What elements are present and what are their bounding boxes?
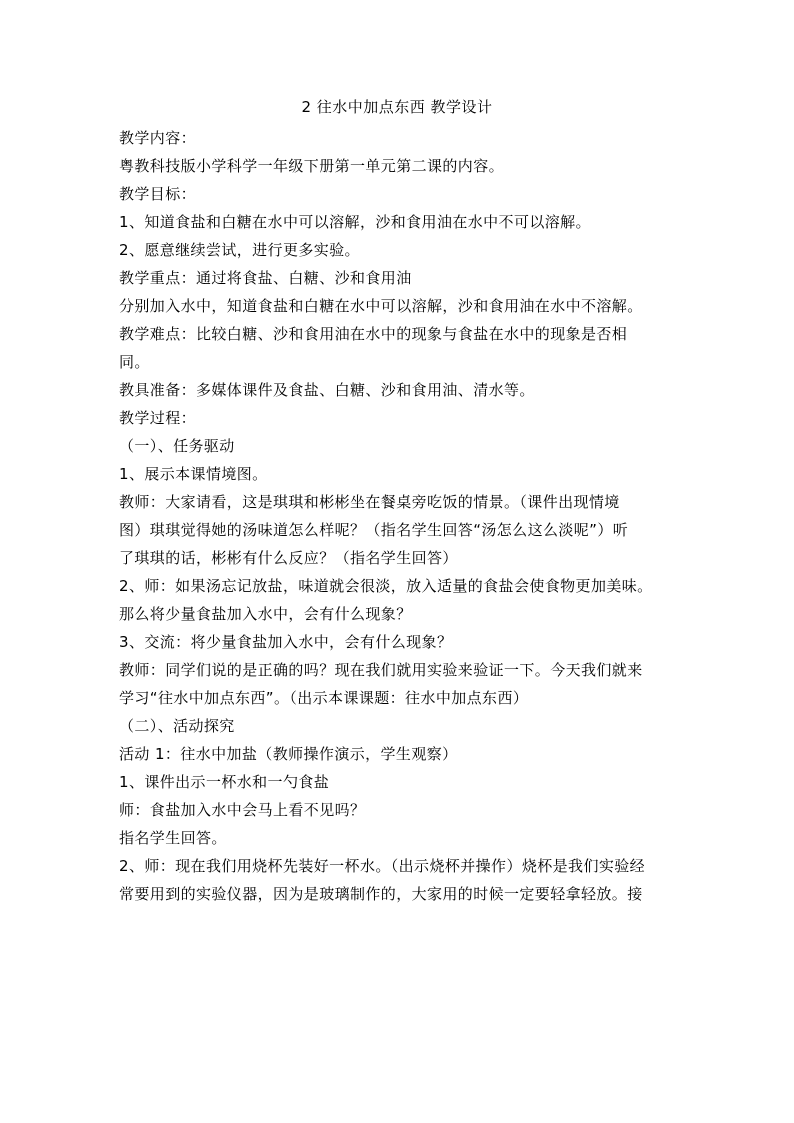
text-line: 教学难点：比较白糖、沙和食用油在水中的现象与食盐在水中的现象是否相 bbox=[119, 325, 628, 343]
text-line: 教学过程： bbox=[119, 409, 197, 427]
text-line: （二）、活动探究 bbox=[119, 717, 235, 735]
text-line: 1、知道食盐和白糖在水中可以溶解，沙和食用油在水中不可以溶解。 bbox=[119, 213, 591, 231]
text-line: 教学目标： bbox=[119, 185, 197, 203]
text-line: 1、展示本课情境图。 bbox=[119, 465, 268, 483]
text-line: 同。 bbox=[119, 353, 150, 371]
text-line: 粤教科技版小学科学一年级下册第一单元第二课的内容。 bbox=[119, 157, 505, 175]
document-body bbox=[119, 124, 675, 908]
text-line: 2、师：现在我们用烧杯先装好一杯水。（出示烧杯并操作）烧杯是我们实验经 bbox=[119, 857, 646, 875]
text-line: 教师：大家请看，这是琪琪和彬彬坐在餐桌旁吃饭的情景。（课件出现情境 bbox=[119, 493, 620, 511]
text-line: 教学内容： bbox=[119, 129, 197, 147]
text-line: 活动 1：往水中加盐（教师操作演示，学生观察） bbox=[119, 745, 458, 763]
text-line: 了琪琪的话，彬彬有什么反应？（指名学生回答） bbox=[119, 549, 458, 567]
document-title: 2 往水中加点东西 教学设计 bbox=[301, 98, 493, 116]
text-line: 2、师：如果汤忘记放盐，味道就会很淡，放入适量的食盐会使食物更加美味。 bbox=[119, 577, 653, 595]
text-line: 分别加入水中，知道食盐和白糖在水中可以溶解，沙和食用油在水中不溶解。 bbox=[119, 297, 643, 315]
text-line: 指名学生回答。 bbox=[119, 829, 227, 847]
text-line: 学习“往水中加点东西”。（出示本课课题：往水中加点东西） bbox=[119, 689, 529, 707]
text-line: 2、愿意继续尝试，进行更多实验。 bbox=[119, 241, 360, 259]
text-line: （一）、任务驱动 bbox=[119, 437, 235, 455]
text-line: 3、交流：将少量食盐加入水中，会有什么现象？ bbox=[119, 633, 453, 651]
text-line: 教学重点：通过将食盐、白糖、沙和食用油 bbox=[119, 269, 412, 287]
text-line: 教具准备：多媒体课件及食盐、白糖、沙和食用油、清水等。 bbox=[119, 381, 535, 399]
text-line: 教师：同学们说的是正确的吗？现在我们就用实验来验证一下。今天我们就来 bbox=[119, 661, 643, 679]
text-line: 1、课件出示一杯水和一勺食盐 bbox=[119, 773, 330, 791]
text-line: 那么将少量食盐加入水中，会有什么现象？ bbox=[119, 605, 412, 623]
text-line: 师：食盐加入水中会马上看不见吗？ bbox=[119, 801, 366, 819]
text-line: 图）琪琪觉得她的汤味道怎么样呢？（指名学生回答“汤怎么这么淡呢”）听 bbox=[119, 521, 629, 539]
text-line: 常要用到的实验仪器，因为是玻璃制作的，大家用的时候一定要轻拿轻放。接 bbox=[119, 885, 643, 903]
